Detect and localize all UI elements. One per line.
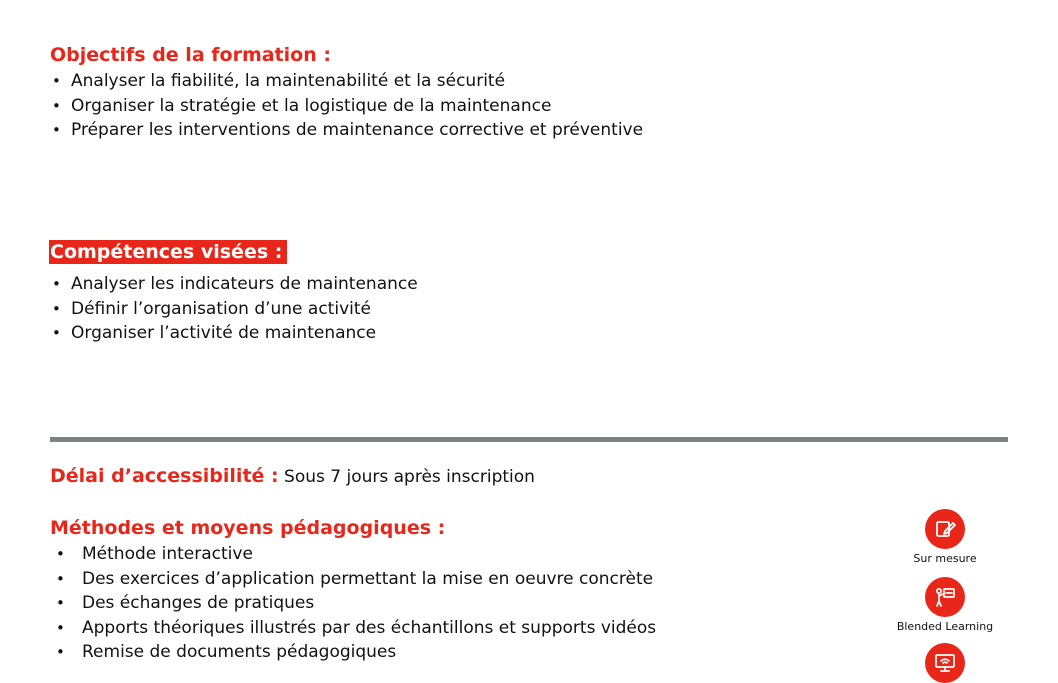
delai-label: Délai d’accessibilité : bbox=[50, 465, 279, 487]
badge-label-sur-mesure: Sur mesure bbox=[913, 552, 977, 565]
methodes-list bbox=[50, 542, 656, 665]
list-item: • Remise de documents pédagogiques bbox=[50, 640, 656, 665]
list-item: • Analyser les indicateurs de maintenance bbox=[50, 272, 418, 297]
list-item: • Organiser la stratégie et la logistique de la maintenance bbox=[50, 94, 643, 119]
delai-line bbox=[50, 464, 535, 489]
list-item: • Méthode interactive bbox=[50, 542, 656, 567]
list-item: • Définir l’organisation d’une activité bbox=[50, 297, 418, 322]
competences-list bbox=[50, 272, 418, 346]
objectifs-title: Objectifs de la formation : bbox=[50, 44, 331, 66]
list-item: • Préparer les interventions de maintenance corrective et préventive bbox=[50, 118, 643, 143]
list-item: • Analyser la fiabilité, la maintenabilité et la sécurité bbox=[50, 69, 643, 94]
competences-title: Compétences visées : bbox=[49, 240, 287, 264]
methodes-title: Méthodes et moyens pédagogiques : bbox=[50, 517, 446, 539]
monitor-wifi-icon bbox=[925, 643, 965, 683]
list-item: • Des échanges de pratiques bbox=[50, 591, 656, 616]
presenter-board-icon bbox=[925, 577, 965, 617]
pen-edit-icon bbox=[925, 509, 965, 549]
badge-label-blended: Blended Learning bbox=[896, 620, 994, 633]
list-item: • Apports théoriques illustrés par des échantillons et supports vidéos bbox=[50, 616, 656, 641]
list-item: • Organiser l’activité de maintenance bbox=[50, 321, 418, 346]
list-item: • Des exercices d’application permettant la mise en oeuvre concrète bbox=[50, 567, 656, 592]
objectifs-list bbox=[50, 69, 643, 143]
delai-value: Sous 7 jours après inscription bbox=[278, 467, 535, 487]
section-divider bbox=[50, 437, 1008, 442]
